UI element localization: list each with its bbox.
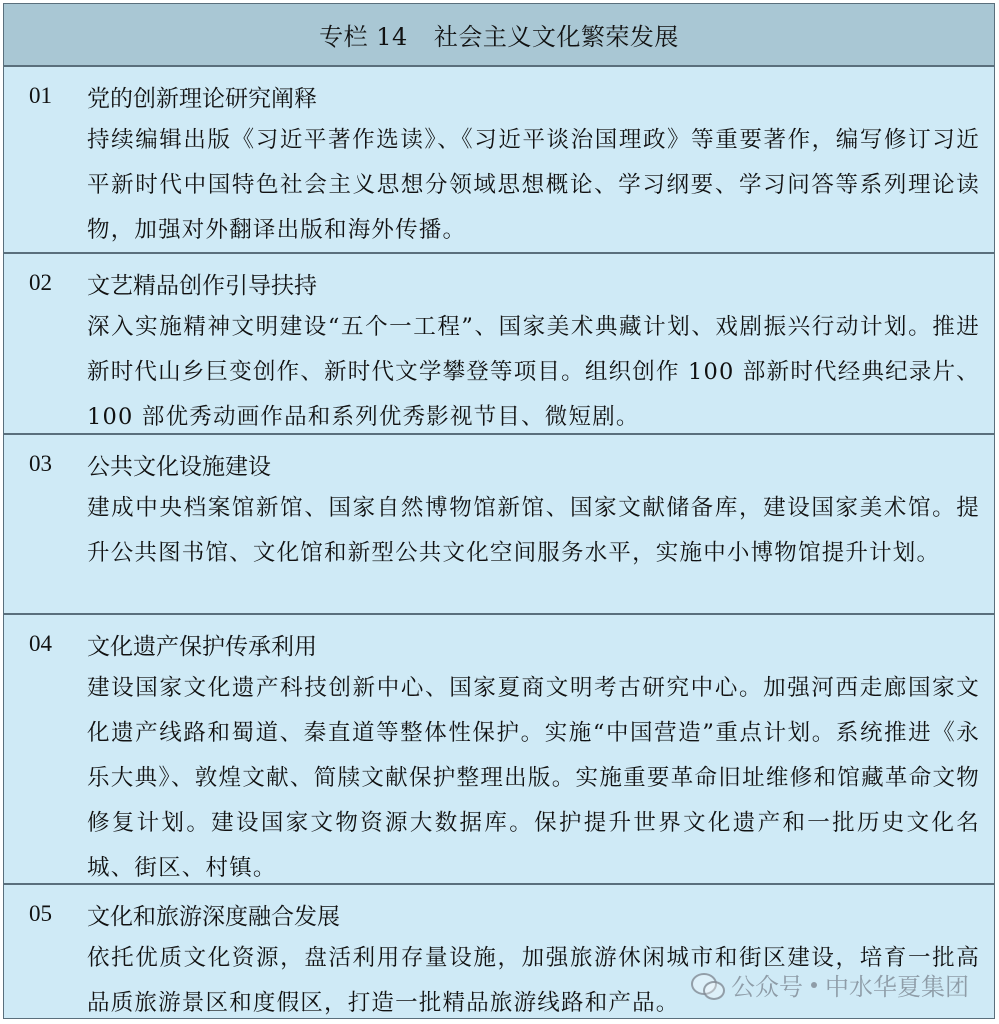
section-body: 深入实施精神文明建设“五个一工程”、国家美术典藏计划、戏剧振兴行动计划。推进新时代山乡巨变创作、新时代文学攀登等项目。组织创作 100 部新时代经典纪录片、100 部优秀动画作品和系列优秀影视节目、微短剧。 <box>87 314 980 430</box>
section-title: 文化遗产保护传承利用 <box>87 633 317 660</box>
watermark <box>691 967 969 1002</box>
section-number: 04 <box>29 631 52 656</box>
section-01 <box>4 67 994 254</box>
watermark-platform: 公众号 <box>731 973 803 1001</box>
column-label: 专栏 14 <box>319 23 408 51</box>
section-number: 05 <box>29 901 52 926</box>
section-02 <box>4 254 994 435</box>
section-body: 建设国家文化遗产科技创新中心、国家夏商文明考古研究中心。加强河西走廊国家文化遗产线路和蜀道、秦直道等整体性保护。实施“中国营造”重点计划。系统推进《永乐大典》、敦煌文献、简牍文献保护整理出版。实施重要革命旧址维修和馆藏革命文物修复计划。建设国家文物资源大数据库。保护提升世界文化遗产和一批历史文化名城、街区、村镇。 <box>87 675 980 881</box>
column-box <box>3 3 995 1019</box>
column-title: 社会主义文化繁荣发展 <box>433 23 679 51</box>
section-title: 党的创新理论研究阐释 <box>87 85 317 112</box>
wechat-icon <box>691 971 723 999</box>
section-number: 02 <box>29 270 52 295</box>
separator-dot <box>811 982 817 988</box>
section-title: 文艺精品创作引导扶持 <box>87 272 317 299</box>
watermark-account: 中水华夏集团 <box>825 973 969 1001</box>
column-header <box>4 4 994 67</box>
section-number: 01 <box>29 83 52 108</box>
section-body: 持续编辑出版《习近平著作选读》、《习近平谈治国理政》等重要著作，编写修订习近平新时代中国特色社会主义思想分领域思想概论、学习纲要、学习问答等系列理论读物，加强对外翻译出版和海外传播。 <box>87 127 980 243</box>
section-04 <box>4 615 994 885</box>
section-title: 文化和旅游深度融合发展 <box>87 903 340 930</box>
section-body: 依托优质文化资源，盘活利用存量设施，加强旅游休闲城市和街区建设，培育一批高品质旅游景区和度假区，打造一批精品旅游线路和产品。 <box>87 945 980 1016</box>
section-03 <box>4 435 994 615</box>
section-body: 建成中央档案馆新馆、国家自然博物馆新馆、国家文献储备库，建设国家美术馆。提升公共图书馆、文化馆和新型公共文化空间服务水平，实施中小博物馆提升计划。 <box>87 495 980 566</box>
section-number: 03 <box>29 451 52 476</box>
section-title: 公共文化设施建设 <box>87 453 271 480</box>
